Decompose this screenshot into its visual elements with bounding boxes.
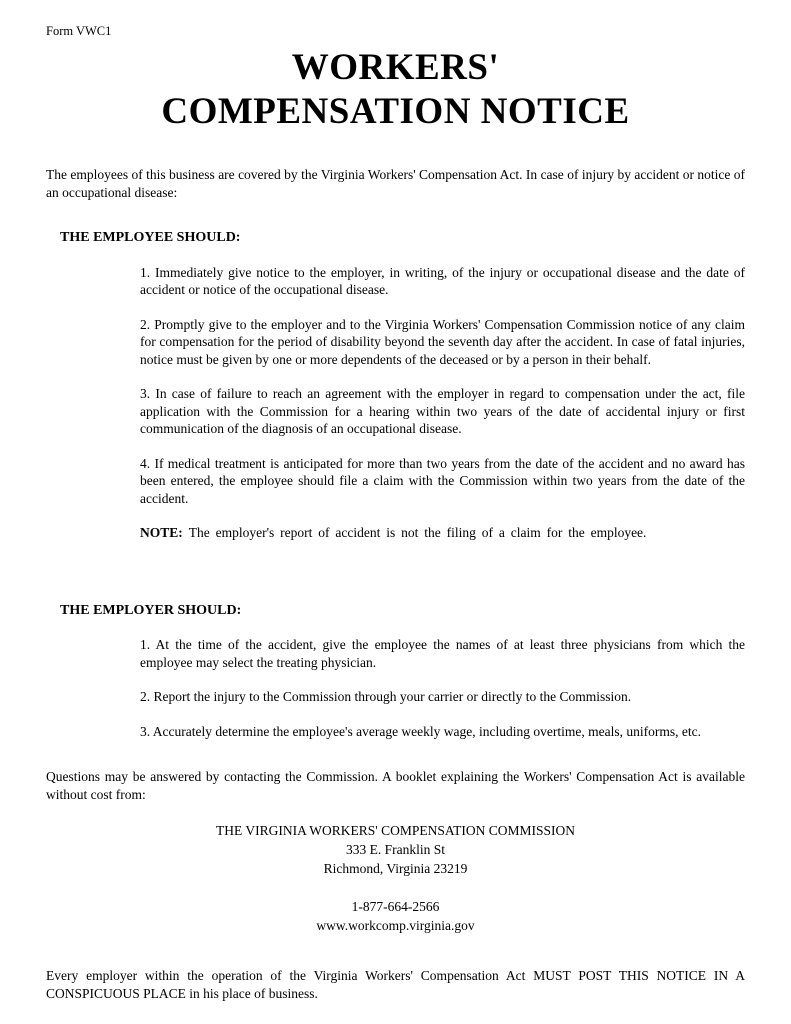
note-text: The employer's report of accident is not the filing of a claim for the employee. [188, 525, 647, 540]
employee-item-2: 2. Promptly give to the employer and to the Virginia Workers' Compensation Commission notice of any claim for compensation for the period of disability beyond the seventh day after the accident. In case of fatal injuries, notice must be given by one or more dependents of the deceased or by a person in their behalf. [140, 316, 745, 367]
employer-item-2: 2. Report the injury to the Commission through your carrier or directly to the Commission. [140, 689, 632, 704]
employer-section-heading: THE EMPLOYER SHOULD: [60, 602, 242, 618]
commission-website: www.workcomp.virginia.gov [316, 918, 475, 933]
employee-items [140, 264, 745, 542]
employee-item-4: 4. If medical treatment is anticipated for more than two years from the date of the accident and no award has been entered, the employee should file a claim with the Commission within two years from the date of the accident. [140, 455, 745, 506]
commission-address-line-1: 333 E. Franklin St [345, 842, 445, 857]
page-title [46, 46, 745, 134]
employee-note [140, 524, 745, 542]
commission-name: THE VIRGINIA WORKERS' COMPENSATION COMMISSION [216, 823, 575, 838]
questions-paragraph: Questions may be answered by contacting the Commission. A booklet explaining the Workers' Compensation Act is available without cost from: [46, 769, 745, 802]
commission-address-block [46, 821, 745, 878]
intro-paragraph: The employees of this business are covered by the Virginia Workers' Compensation Act. In case of injury by accident or notice of an occupational disease: [46, 167, 745, 200]
commission-phone: 1-877-664-2566 [351, 899, 440, 914]
note-label: NOTE: [140, 525, 183, 540]
employee-item-1: 1. Immediately give notice to the employer, in writing, of the injury or occupational disease and the date of accident or notice of the occupational disease. [140, 264, 745, 297]
employee-item-3: 3. In case of failure to reach an agreement with the employer in regard to compensation under the act, file application with the Commission for a hearing within two years of the date of accidental injury or first communication of the diagnosis of an occupational disease. [140, 386, 745, 436]
form-number: Form VWC1 [46, 24, 112, 38]
commission-contact-block [46, 897, 745, 935]
page-title-line-1: WORKERS' [291, 47, 500, 88]
employer-items [140, 636, 745, 740]
employer-item-3: 3. Accurately determine the employee's average weekly wage, including overtime, meals, uniforms, etc. [140, 723, 701, 739]
footer-paragraph: Every employer within the operation of the Virginia Workers' Compensation Act MUST POST THIS NOTICE IN A CONSPICUOUS PLACE in his place of business. [46, 968, 745, 1001]
employer-item-1: 1. At the time of the accident, give the employee the names of at least three physicians from which the employee may select the treating physician. [140, 637, 745, 670]
page-title-line-2: COMPENSATION NOTICE [161, 91, 630, 132]
employee-section-heading: THE EMPLOYEE SHOULD: [60, 230, 241, 245]
commission-address-line-2: Richmond, Virginia 23219 [323, 861, 468, 876]
